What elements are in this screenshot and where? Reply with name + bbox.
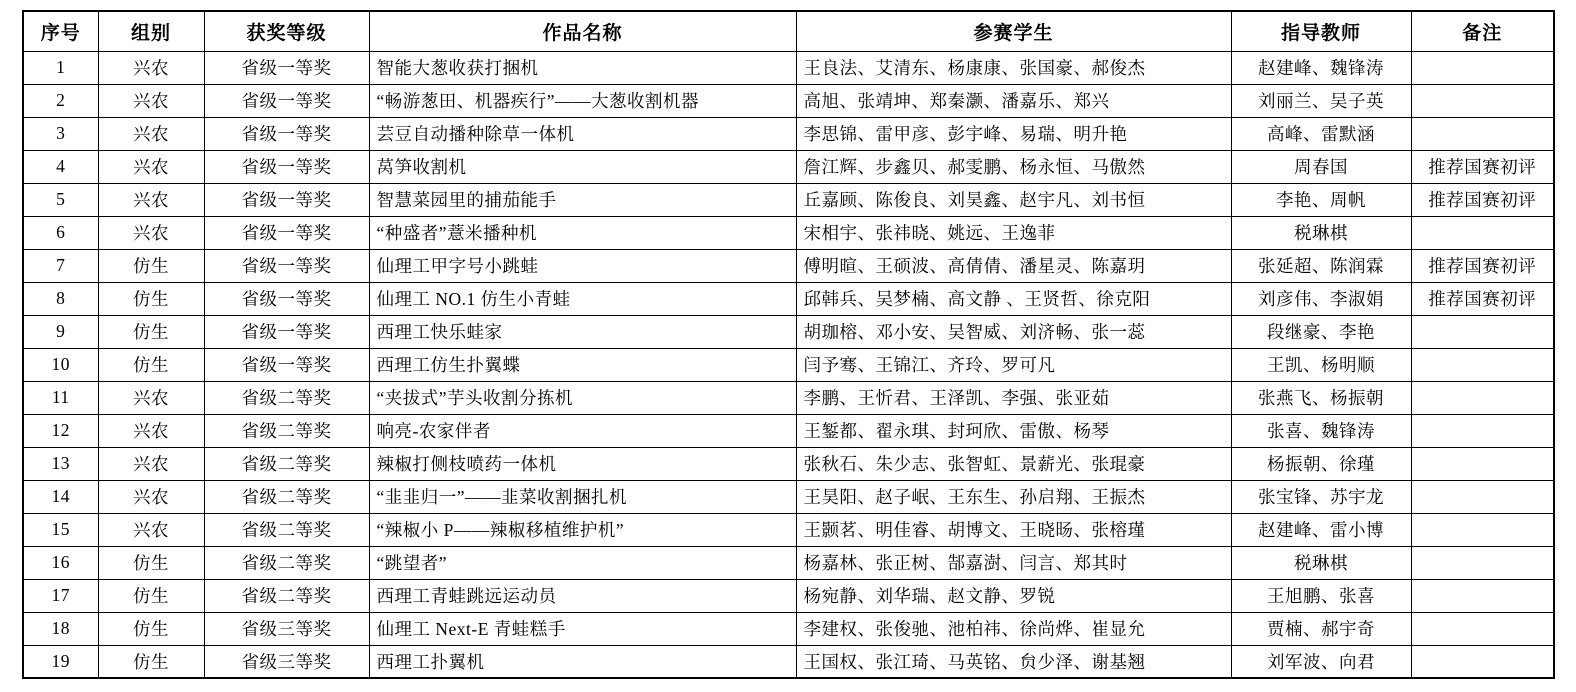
cell-students: 王昊阳、赵子岷、王东生、孙启翔、王振杰 <box>796 480 1231 513</box>
cell-group: 兴农 <box>98 183 204 216</box>
cell-teachers: 赵建峰、魏锋涛 <box>1231 51 1411 84</box>
cell-students: 丘嘉顾、陈俊良、刘昊鑫、赵宇凡、刘书恒 <box>796 183 1231 216</box>
cell-award: 省级一等奖 <box>204 183 369 216</box>
table-row <box>23 381 1554 414</box>
cell-no: 19 <box>23 645 98 678</box>
cell-award: 省级二等奖 <box>204 480 369 513</box>
table-row <box>23 612 1554 645</box>
cell-group: 仿生 <box>98 645 204 678</box>
cell-teachers: 刘丽兰、吴子英 <box>1231 84 1411 117</box>
cell-note: 推荐国赛初评 <box>1411 249 1554 282</box>
cell-note <box>1411 84 1554 117</box>
cell-award: 省级一等奖 <box>204 51 369 84</box>
cell-group: 兴农 <box>98 51 204 84</box>
cell-note <box>1411 216 1554 249</box>
cell-students: 高旭、张靖坤、郑秦灏、潘嘉乐、郑兴 <box>796 84 1231 117</box>
column-header-teachers: 指导教师 <box>1231 11 1411 51</box>
cell-teachers: 贾楠、郝宇奇 <box>1231 612 1411 645</box>
cell-group: 兴农 <box>98 216 204 249</box>
cell-work: “韭韭归一”——韭菜收割捆扎机 <box>369 480 796 513</box>
cell-group: 兴农 <box>98 480 204 513</box>
cell-no: 1 <box>23 51 98 84</box>
cell-students: 胡珈榕、邓小安、吴智威、刘济畅、张一蕊 <box>796 315 1231 348</box>
cell-work: 智能大葱收获打捆机 <box>369 51 796 84</box>
cell-no: 5 <box>23 183 98 216</box>
cell-no: 10 <box>23 348 98 381</box>
table-row <box>23 183 1554 216</box>
cell-note: 推荐国赛初评 <box>1411 183 1554 216</box>
cell-note <box>1411 513 1554 546</box>
cell-award: 省级一等奖 <box>204 315 369 348</box>
table-row <box>23 546 1554 579</box>
table-row <box>23 117 1554 150</box>
cell-work: 西理工仿生扑翼蝶 <box>369 348 796 381</box>
cell-students: 王颢茗、明佳睿、胡博文、王晓旸、张榕瑾 <box>796 513 1231 546</box>
cell-note <box>1411 579 1554 612</box>
document-sheet <box>22 10 1555 679</box>
cell-group: 仿生 <box>98 348 204 381</box>
cell-work: 西理工扑翼机 <box>369 645 796 678</box>
cell-teachers: 周春国 <box>1231 150 1411 183</box>
cell-students: 邱韩兵、吴梦楠、高文静 、王贤哲、徐克阳 <box>796 282 1231 315</box>
table-row <box>23 315 1554 348</box>
cell-students: 王錾都、翟永琪、封珂欣、雷傲、杨琴 <box>796 414 1231 447</box>
cell-group: 仿生 <box>98 612 204 645</box>
column-header-note: 备注 <box>1411 11 1554 51</box>
cell-students: 杨嘉林、张正树、郜嘉澍、闫言、郑其时 <box>796 546 1231 579</box>
cell-note <box>1411 414 1554 447</box>
cell-no: 2 <box>23 84 98 117</box>
cell-note <box>1411 315 1554 348</box>
cell-students: 宋相宇、张祎晓、姚远、王逸菲 <box>796 216 1231 249</box>
cell-teachers: 刘军波、向君 <box>1231 645 1411 678</box>
cell-work: “畅游葱田、机器疾行”——大葱收割机器 <box>369 84 796 117</box>
cell-note <box>1411 612 1554 645</box>
cell-group: 兴农 <box>98 414 204 447</box>
cell-group: 仿生 <box>98 249 204 282</box>
cell-note <box>1411 645 1554 678</box>
cell-group: 兴农 <box>98 447 204 480</box>
table-row <box>23 282 1554 315</box>
cell-teachers: 杨振朝、徐瑾 <box>1231 447 1411 480</box>
cell-no: 15 <box>23 513 98 546</box>
cell-teachers: 赵建峰、雷小博 <box>1231 513 1411 546</box>
cell-teachers: 刘彦伟、李淑娟 <box>1231 282 1411 315</box>
cell-teachers: 张燕飞、杨振朝 <box>1231 381 1411 414</box>
cell-award: 省级一等奖 <box>204 117 369 150</box>
cell-students: 李鹏、王忻君、王泽凯、李强、张亚茹 <box>796 381 1231 414</box>
cell-students: 傅明暄、王硕波、高倩倩、潘星灵、陈嘉玥 <box>796 249 1231 282</box>
cell-award: 省级一等奖 <box>204 348 369 381</box>
cell-note <box>1411 546 1554 579</box>
table-row <box>23 249 1554 282</box>
cell-work: 仙理工 NO.1 仿生小青蛙 <box>369 282 796 315</box>
cell-students: 李建权、张俊驰、池柏祎、徐尚烨、崔显允 <box>796 612 1231 645</box>
cell-award: 省级二等奖 <box>204 579 369 612</box>
cell-note <box>1411 348 1554 381</box>
cell-group: 仿生 <box>98 546 204 579</box>
cell-award: 省级一等奖 <box>204 84 369 117</box>
table-body <box>23 51 1554 678</box>
table-row <box>23 51 1554 84</box>
cell-note: 推荐国赛初评 <box>1411 150 1554 183</box>
cell-award: 省级二等奖 <box>204 381 369 414</box>
column-header-students: 参赛学生 <box>796 11 1231 51</box>
cell-award: 省级一等奖 <box>204 282 369 315</box>
cell-award: 省级三等奖 <box>204 612 369 645</box>
cell-award: 省级二等奖 <box>204 414 369 447</box>
table-row <box>23 348 1554 381</box>
cell-students: 张秋石、朱少志、张智虹、景薪光、张琨豪 <box>796 447 1231 480</box>
cell-no: 14 <box>23 480 98 513</box>
cell-no: 7 <box>23 249 98 282</box>
cell-students: 王国权、张江琦、马英铭、贠少泽、谢基翘 <box>796 645 1231 678</box>
cell-no: 13 <box>23 447 98 480</box>
cell-teachers: 张喜、魏锋涛 <box>1231 414 1411 447</box>
column-header-no: 序号 <box>23 11 98 51</box>
cell-teachers: 高峰、雷默涵 <box>1231 117 1411 150</box>
cell-work: “种盛者”薏米播种机 <box>369 216 796 249</box>
cell-work: 西理工青蛙跳远运动员 <box>369 579 796 612</box>
cell-teachers: 税琳棋 <box>1231 216 1411 249</box>
cell-teachers: 王旭鹏、张喜 <box>1231 579 1411 612</box>
header-row <box>23 11 1554 51</box>
table-row <box>23 513 1554 546</box>
table-row <box>23 216 1554 249</box>
cell-note <box>1411 480 1554 513</box>
table-row <box>23 84 1554 117</box>
cell-no: 3 <box>23 117 98 150</box>
cell-teachers: 段继豪、李艳 <box>1231 315 1411 348</box>
cell-work: “辣椒小 P——辣椒移植维护机” <box>369 513 796 546</box>
table-row <box>23 447 1554 480</box>
cell-teachers: 李艳、周帆 <box>1231 183 1411 216</box>
cell-work: 仙理工甲字号小跳蛙 <box>369 249 796 282</box>
cell-group: 仿生 <box>98 579 204 612</box>
cell-no: 16 <box>23 546 98 579</box>
cell-no: 8 <box>23 282 98 315</box>
cell-award: 省级二等奖 <box>204 513 369 546</box>
cell-group: 兴农 <box>98 513 204 546</box>
cell-note <box>1411 381 1554 414</box>
cell-work: 仙理工 Next-E 青蛙糕手 <box>369 612 796 645</box>
cell-no: 18 <box>23 612 98 645</box>
cell-no: 11 <box>23 381 98 414</box>
cell-students: 杨宛静、刘华瑞、赵文静、罗锐 <box>796 579 1231 612</box>
cell-group: 兴农 <box>98 381 204 414</box>
cell-students: 王良法、艾清东、杨康康、张国豪、郝俊杰 <box>796 51 1231 84</box>
cell-teachers: 税琳棋 <box>1231 546 1411 579</box>
cell-work: 西理工快乐蛙家 <box>369 315 796 348</box>
cell-work: 响亮-农家伴者 <box>369 414 796 447</box>
table-row <box>23 480 1554 513</box>
cell-students: 闫予骞、王锦江、齐玲、罗可凡 <box>796 348 1231 381</box>
column-header-work: 作品名称 <box>369 11 796 51</box>
column-header-award: 获奖等级 <box>204 11 369 51</box>
cell-no: 17 <box>23 579 98 612</box>
cell-work: 智慧菜园里的捕茄能手 <box>369 183 796 216</box>
cell-group: 兴农 <box>98 84 204 117</box>
cell-work: “夹拔式”芋头收割分拣机 <box>369 381 796 414</box>
table-row <box>23 645 1554 678</box>
table-row <box>23 150 1554 183</box>
cell-group: 兴农 <box>98 117 204 150</box>
cell-work: 莴笋收割机 <box>369 150 796 183</box>
cell-students: 李思锦、雷甲彦、彭宇峰、易瑞、明升艳 <box>796 117 1231 150</box>
cell-award: 省级一等奖 <box>204 249 369 282</box>
cell-no: 9 <box>23 315 98 348</box>
cell-note <box>1411 51 1554 84</box>
cell-no: 4 <box>23 150 98 183</box>
cell-group: 仿生 <box>98 282 204 315</box>
cell-work: 辣椒打侧枝喷药一体机 <box>369 447 796 480</box>
cell-note <box>1411 117 1554 150</box>
cell-award: 省级二等奖 <box>204 447 369 480</box>
cell-group: 兴农 <box>98 150 204 183</box>
cell-note: 推荐国赛初评 <box>1411 282 1554 315</box>
cell-work: “跳望者” <box>369 546 796 579</box>
cell-students: 詹江辉、步鑫贝、郝雯鹏、杨永恒、马傲然 <box>796 150 1231 183</box>
table-row <box>23 579 1554 612</box>
awards-table <box>22 10 1555 679</box>
cell-no: 6 <box>23 216 98 249</box>
column-header-group: 组别 <box>98 11 204 51</box>
cell-teachers: 张延超、陈润霖 <box>1231 249 1411 282</box>
cell-no: 12 <box>23 414 98 447</box>
cell-group: 仿生 <box>98 315 204 348</box>
cell-teachers: 张宝锋、苏宇龙 <box>1231 480 1411 513</box>
cell-work: 芸豆自动播种除草一体机 <box>369 117 796 150</box>
cell-note <box>1411 447 1554 480</box>
table-row <box>23 414 1554 447</box>
cell-teachers: 王凯、杨明顺 <box>1231 348 1411 381</box>
cell-award: 省级一等奖 <box>204 216 369 249</box>
cell-award: 省级三等奖 <box>204 645 369 678</box>
table-header <box>23 11 1554 51</box>
cell-award: 省级一等奖 <box>204 150 369 183</box>
cell-award: 省级二等奖 <box>204 546 369 579</box>
